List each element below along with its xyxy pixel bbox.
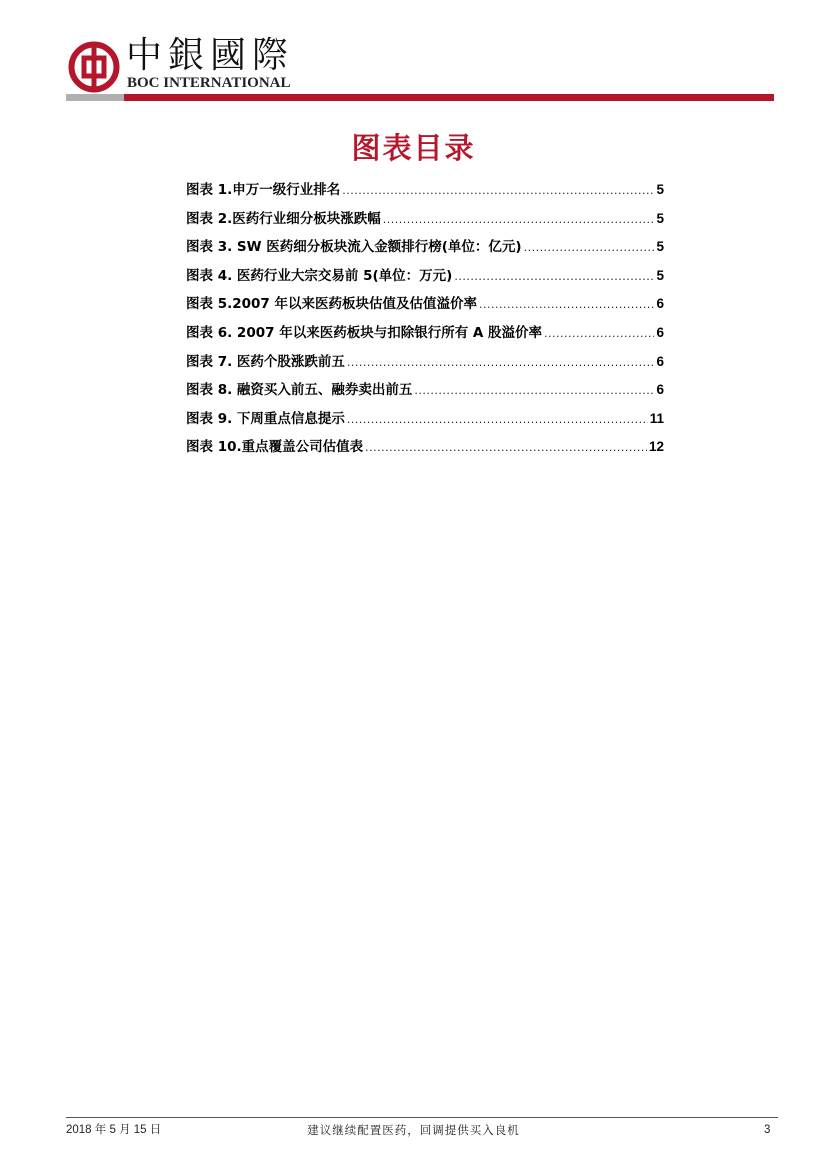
- header-rule-red: [124, 94, 774, 101]
- toc-entry[interactable]: [186, 180, 664, 209]
- toc-entry-page: 5: [656, 267, 664, 283]
- toc-entry[interactable]: [186, 209, 664, 238]
- toc-entry-page: 5: [656, 210, 664, 226]
- toc-entry[interactable]: [186, 352, 664, 381]
- brand-name-chinese: 中銀國際: [126, 35, 295, 76]
- toc-entry[interactable]: [186, 409, 664, 438]
- toc-title: 图表目录: [351, 131, 476, 165]
- toc-entry-page: 6: [656, 324, 664, 340]
- toc-entry-page: 6: [656, 353, 664, 369]
- toc-entry-page: 6: [656, 296, 664, 312]
- toc-entry-label: 图表 4. 医药行业大宗交易前 5(单位：万元): [186, 267, 453, 284]
- toc-entry-label: 图表 10.重点覆盖公司估值表: [186, 439, 364, 456]
- toc-entry-label: 图表 7. 医药个股涨跌前五: [186, 353, 345, 370]
- toc-dot-leader: [347, 353, 655, 373]
- toc-entry[interactable]: [186, 294, 664, 323]
- toc-dot-leader: [365, 438, 647, 458]
- toc-dot-leader: [454, 267, 654, 287]
- toc-dot-leader: [383, 210, 655, 230]
- toc-dot-leader: [414, 381, 654, 401]
- toc-entry[interactable]: [186, 266, 664, 295]
- toc-entry-label: 图表 6. 2007 年以来医药板块与扣除银行所有 A 股溢价率: [186, 324, 543, 341]
- footer-date: 2018 年 5 月 15 日: [66, 1124, 162, 1136]
- header-rule-gray: [66, 94, 124, 101]
- toc-entry-page: 11: [649, 410, 664, 426]
- toc-dot-leader: [524, 238, 655, 258]
- toc-entry-page: 5: [656, 239, 664, 255]
- footer-rule: [66, 1117, 778, 1118]
- brand-name-english: BOC INTERNATIONAL: [127, 75, 291, 91]
- toc-entry[interactable]: [186, 380, 664, 409]
- toc-entry[interactable]: [186, 237, 664, 266]
- toc-entry-label: 图表 3. SW 医药细分板块流入金额排行榜(单位：亿元): [186, 239, 522, 256]
- toc-dot-leader: [342, 181, 654, 201]
- toc-entry-label: 图表 2.医药行业细分板块涨跌幅: [186, 210, 381, 227]
- toc-entry[interactable]: [186, 437, 664, 466]
- footer-slogan: 建议继续配置医药，回调提供买入良机: [307, 1123, 520, 1137]
- table-of-figures: [186, 180, 664, 466]
- page-number: 3: [764, 1124, 771, 1136]
- toc-entry-page: 5: [656, 182, 664, 197]
- toc-entry-label: 图表 9. 下周重点信息提示: [186, 410, 345, 427]
- page-header: [0, 0, 827, 110]
- toc-dot-leader: [479, 295, 654, 315]
- toc-entry-page: 12: [648, 439, 664, 455]
- toc-entry-page: 6: [656, 382, 664, 398]
- toc-entry-label: 图表 1.申万一级行业排名: [186, 182, 341, 198]
- toc-entry[interactable]: [186, 323, 664, 352]
- toc-entry-label: 图表 8. 融资买入前五、融券卖出前五: [186, 382, 413, 399]
- toc-dot-leader: [347, 410, 648, 430]
- toc-entry-label: 图表 5.2007 年以来医药板块估值及估值溢价率: [186, 296, 477, 313]
- toc-dot-leader: [544, 324, 654, 344]
- bank-of-china-logo-icon: [68, 41, 120, 93]
